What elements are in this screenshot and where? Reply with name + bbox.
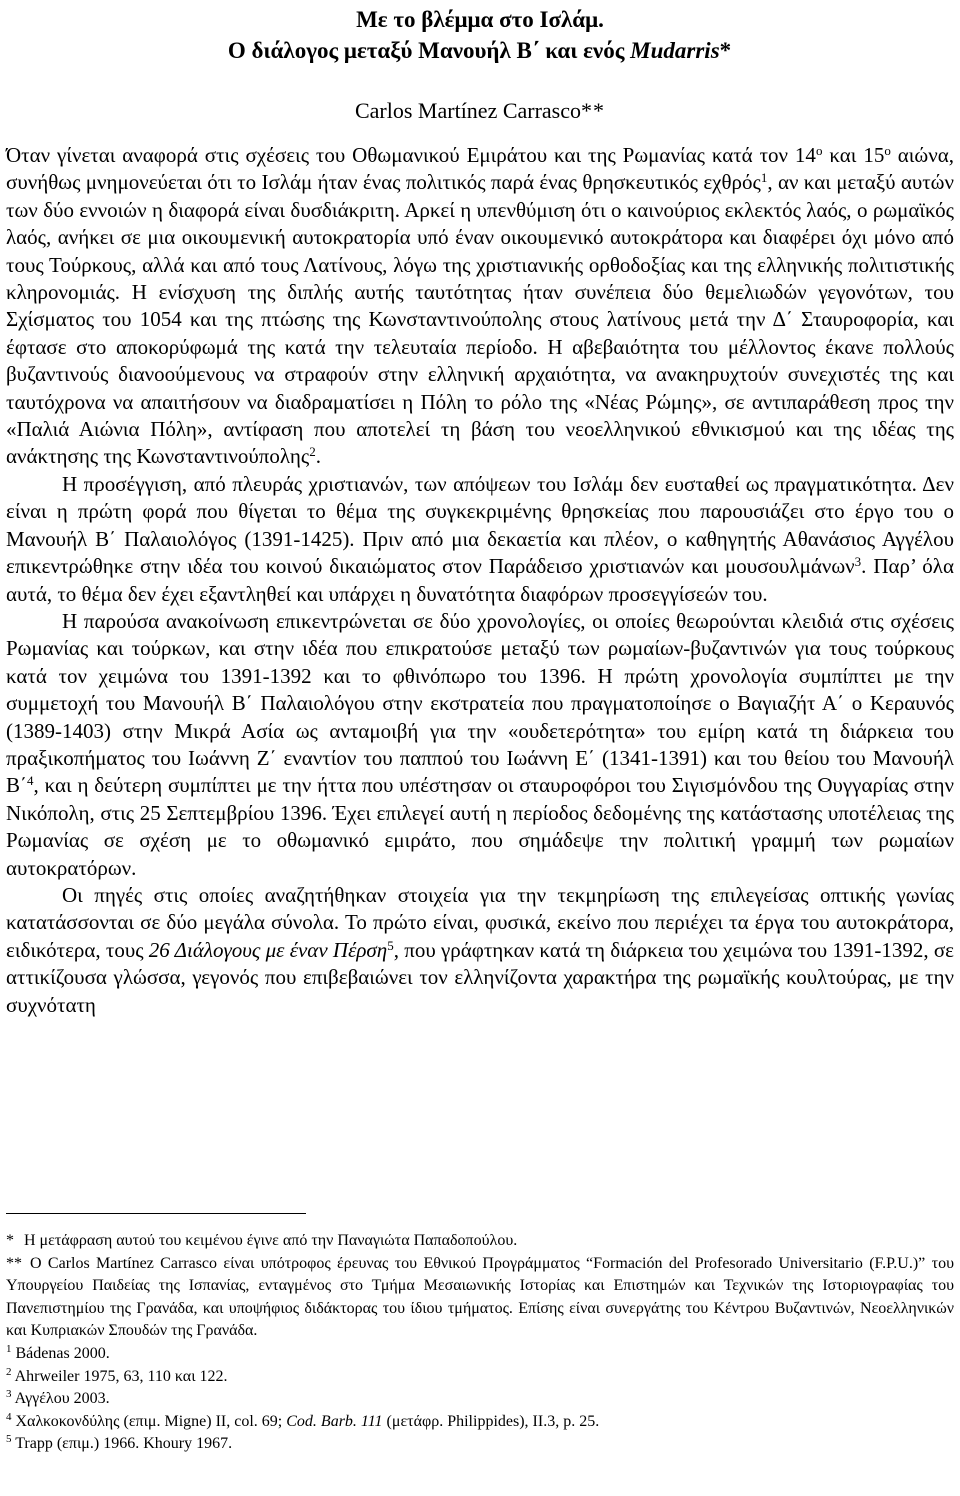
- title-line-2-text: Ο διάλογος μεταξύ Μανουήλ Β΄ και ενός: [227, 38, 631, 63]
- footnote-3: [6, 1388, 954, 1411]
- p4-text-b: , που γράφτηκαν κατά τη διάρκεια του χειμώνα του 1391-1392, σε αττικίζουσα γλώσσα, γεγονός που επιβεβαιώνει τον ελληνίζοντα χαρακτήρα της ρωμαϊκής κουλτούρας, με την συχνότατη: [6, 937, 954, 1017]
- footnote-ref-1[interactable]: 1: [760, 170, 768, 186]
- ordinal-sup: ο: [884, 143, 891, 158]
- title-line-1: Με το βλέμμα στο Ισλάμ.: [356, 7, 604, 32]
- footnote-star-text: Η μετάφραση αυτού του κειμένου έγινε από την Παναγιώτα Παπαδοπούλου.: [24, 1232, 518, 1249]
- footnote-ref-5[interactable]: 5: [387, 937, 394, 953]
- footnote-5-number: 5: [6, 1433, 12, 1446]
- paragraph-1: [6, 142, 954, 471]
- footnote-separator: [6, 1213, 306, 1214]
- footnote-4-text-a: Χαλκοκονδύλης (επιμ. Migne) II, col. 69;: [11, 1412, 287, 1430]
- footnotes: [6, 1230, 954, 1456]
- footnote-2-text: Ahrweiler 1975, 63, 110 και 122.: [11, 1367, 228, 1385]
- footnote-3-number: 3: [6, 1388, 12, 1401]
- author-footnote-stars: **: [581, 98, 606, 123]
- footnote-star: [6, 1230, 954, 1253]
- title-line-2: [0, 35, 960, 66]
- footnote-1-text: Bádenas 2000.: [11, 1344, 110, 1362]
- footnote-star-marker: *: [6, 1232, 14, 1249]
- paragraph-4: [6, 882, 954, 1019]
- footnote-4: [6, 1411, 954, 1434]
- footnote-double-star: [6, 1253, 954, 1343]
- footnote-5: [6, 1433, 954, 1456]
- ordinal-sup: ο: [815, 143, 823, 158]
- footnote-ref-3[interactable]: 3: [854, 554, 862, 570]
- author-line: [0, 96, 960, 126]
- p1-text-a: Όταν γίνεται αναφορά στις σχέσεις του Οθωμανικού Εμιράτου και της Ρωμανίας κατά τον 14: [6, 143, 816, 167]
- p1-text-c: αιώνα, συνήθως μνημονεύεται ότι το Ισλάμ ήταν ένας πολιτικός παρά ένας θρησκευτικός εχθρός: [6, 143, 954, 195]
- p1-text-d: , αν και μεταξύ αυτών των δύο εννοιών η διαφορά είναι δυσδιάκριτη. Αρκεί η υπενθύμιση ότι ο καινούριος εκλεκτός λαός, ο ρωμαϊκός λαός, ανήκει σε μια οικουμενική αυτοκρατορία υπό έναν οικουμενικό αυτοκράτορα και διαφέρει όχι μόνο από τους Τούρκους, αλλά και από τους Λατίνους, λόγω της χριστιανικής ορθοδοξίας και της ελληνικής πολιτιστικής κληρονομιάς. Η ενίσχυση της διπλής αυτής ταυτότητας ήταν συνέπεια δύο θεμελιωδών γεγονότων, του Σχίσματος του 1054 και της πτώσης της Κωνσταντινούπολης στους λατίνους μετά την Δ΄ Σταυροφορία, και έφτασε στο αποκορύφωμά της κατά την τελευταία περίοδο. Η αβεβαιότητα του μέλλοντος έκανε πολλούς βυζαντινούς διανοούμενους να στραφούν στην ελληνική αρχαιότητα, να ανακηρυχτούν συνεχιστές της και ταυτόχρονα να απαιτήσουν να διαδραματίσει η Πόλη το ρόλο της «Νέας Ρώμης», σε αντιπαράθεση προς την «Παλιά Αιώνια Πόλη», αντίφαση που αποτελεί τη βάση του νεοελληνικού εθνικισμού και της ιδέας της ανάκτησης της Κωνσταντινούπολης: [6, 170, 954, 469]
- footnote-ref-2[interactable]: 2: [309, 444, 316, 460]
- title-block: [0, 4, 960, 126]
- footnote-ref-4[interactable]: 4: [27, 773, 34, 789]
- p1-text-e: .: [315, 444, 321, 469]
- p4-text-a: Οι πηγές στις οποίες αναζητήθηκαν στοιχεία για την τεκμηρίωση της επιλεγείσας οπτικής γωνίας κατατάσσονται σε δύο μεγάλα σύνολα. Το πρώτο είναι, φυσικά, εκείνο που περιέχει τα έργα του αυτοκράτορα, ειδικότερα, τους: [6, 882, 954, 962]
- title-italic-word: Mudarris: [630, 38, 720, 63]
- footnote-2: [6, 1366, 954, 1389]
- footnote-3-text: Αγγέλου 2003.: [11, 1390, 110, 1408]
- footnote-1: [6, 1343, 954, 1366]
- p1-text-b: και 15: [822, 143, 885, 167]
- footnote-2-number: 2: [6, 1365, 12, 1378]
- title-footnote-star: *: [719, 38, 733, 63]
- footnote-double-star-text: Ο Carlos Martínez Carrasco είναι υπότροφος έρευνας του Εθνικού Προγράμματος “Formación del Profesorado Universitario (F.P.U.)” του Υπουργείου Παιδείας της Ισπανίας, ενταγμένος στο Τμήμα Μεσαιωνικής Ιστορίας και Επιστημών και Τεχνικών της Ιστοριογραφίας του Πανεπιστημίου της Γρανάδα, και υποψήφιος διδάκτορας του ίδιου τμήματος. Επίσης είναι συνεργάτης του Κέντρου Βυζαντινών, Νεοελληνικών και Κυπριακών Σπουδών της Γρανάδα.: [6, 1254, 954, 1340]
- p3-text-a: Η παρούσα ανακοίνωση επικεντρώνεται σε δύο χρονολογίες, οι οποίες θεωρούνται κλειδιά στις σχέσεις Ρωμανίας και τούρκων, και στην ιδέα που επικρατούσε μεταξύ των ρωμαίων-βυζαντινών για τους τούρκους κατά τον χειμώνα του 1391-1392 και το φθινόπωρο του 1396. Η πρώτη χρονολογία συμπίπτει με την συμμετοχή του Μανουήλ Β΄ Παλαιολόγου στην εκστρατεία που πραγματοποίησε ο Βαγιαζήτ Α΄ ο Κεραυνός (1389-1403) στην Μικρά Ασία ως ανταμοιβή για την «ουδετερότητα» του εμίρη κατά τη διάρκεια του πραξικοπήματος του Ιωάννη Ζ΄ εναντίον του παππού του Ιωάννη Ε΄ (1341-1391) και του θείου του Μανουήλ Β΄: [6, 608, 954, 798]
- p2-text-a: Η προσέγγιση, από πλευράς χριστιανών, των απόψεων του Ισλάμ δεν ευσταθεί ως πραγματικότητα. Δεν είναι η πρώτη φορά που θίγεται το θέμα της συγκεκριμένης θρησκείας που παρουσιάζει στο έργο του ο Μανουήλ Β΄ Παλαιολόγος (1391-1425). Πριν από μια δεκαετία και πλέον, ο καθηγητής Αθανάσιος Αγγέλου επικεντρώθηκε στην ιδέα του κοινού δικαιώματος στον Παράδεισο χριστιανών και μουσουλμάνων: [6, 471, 954, 579]
- footnote-4-italic: Cod. Barb. 111: [286, 1412, 383, 1430]
- footnote-4-number: 4: [6, 1410, 12, 1423]
- footnote-5-text: Trapp (επιμ.) 1966. Khoury 1967.: [11, 1435, 233, 1453]
- work-title-italic: 26 Διάλογους με έναν Πέρση: [148, 937, 388, 962]
- footnote-double-star-marker: **: [6, 1254, 22, 1272]
- p3-text-b: , και η δεύτερη συμπίπτει με την ήττα που υπέστησαν οι σταυροφόροι του Σιγισμόνδου της Ουγγαρίας στην Νικόπολη, στις 25 Σεπτεμβρίου 1396. Έχει επιλεγεί αυτή η περίοδος δεδομένης της κατάστασης υποτέλειας της Ρωμανίας σε σχέση με το οθωμανικό εμιράτο, που σημάδεψε την πολιτική γραμμή των ρωμαίων αυτοκρατόρων.: [6, 773, 954, 880]
- footnote-1-number: 1: [6, 1342, 12, 1355]
- paragraph-2: [6, 471, 954, 608]
- body-text: [6, 142, 954, 1019]
- author-name: Carlos Martínez Carrasco: [354, 98, 582, 123]
- footnote-4-text-b: (μετάφρ. Philippides), II.3, p. 25.: [382, 1412, 600, 1430]
- p2-text-b: . Παρ’ όλα αυτά, το θέμα δεν έχει εξαντληθεί και υπάρχει η δυνατότητα διαφόρων προσεγγίσεών του.: [6, 554, 954, 606]
- paragraph-3: [6, 608, 954, 882]
